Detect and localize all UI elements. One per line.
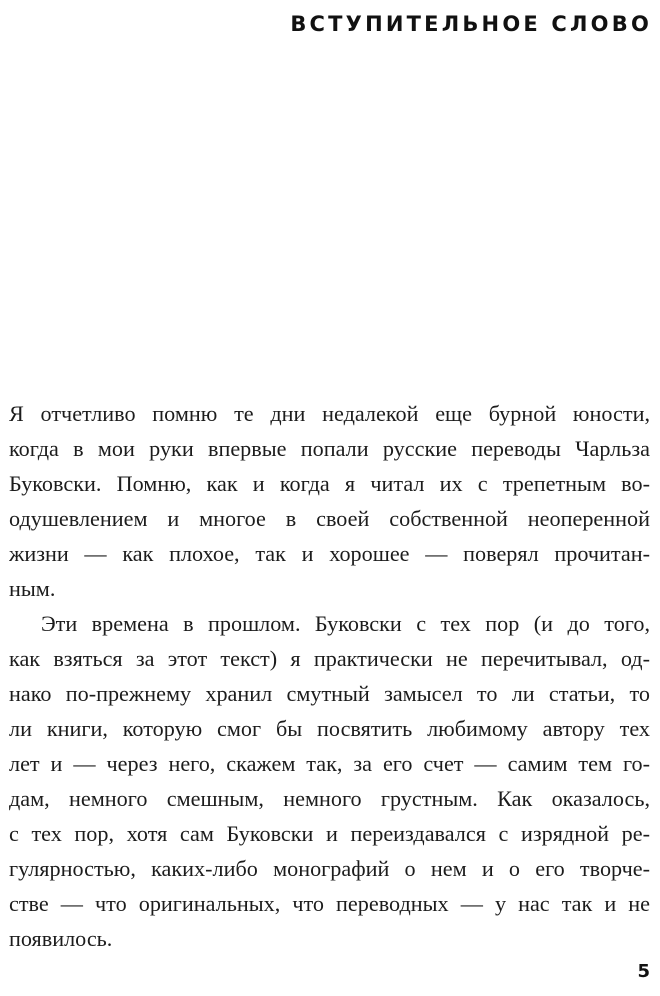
text-line: гулярностью, каких-либо монографий о нем и о его творче- <box>9 856 650 881</box>
text-line: нако по-прежнему хранил смутный замысел то ли статьи, то <box>9 681 650 706</box>
text-line: появилось. <box>9 926 113 951</box>
text-line: дам, немного смешным, немного грустным. Как оказалось, <box>9 786 650 811</box>
page-number: 5 <box>637 961 650 982</box>
text-line: Буковски. Помню, как и когда я читал их с трепетным во- <box>9 471 650 496</box>
text-line: Эти времена в прошлом. Буковски с тех пор (и до того, <box>41 611 650 636</box>
text-line: Я отчетливо помню те дни недалекой еще бурной юности, <box>9 401 650 426</box>
running-header: ВСТУПИТЕЛЬНОЕ СЛОВО <box>290 12 652 36</box>
text-line: одушевлением и многое в своей собственной неоперенной <box>9 506 650 531</box>
text-line: лет и — через него, скажем так, за его счет — самим тем го- <box>9 751 650 776</box>
body-text <box>9 396 650 956</box>
paragraph-1 <box>9 396 650 606</box>
text-line: ным. <box>9 576 56 601</box>
text-line: как взяться за этот текст) я практически не перечитывал, од- <box>9 646 650 671</box>
paragraph-2 <box>9 606 650 956</box>
text-line: жизни — как плохое, так и хорошее — поверял прочитан- <box>9 541 650 566</box>
text-line: с тех пор, хотя сам Буковски и переиздавался с изрядной ре- <box>9 821 650 846</box>
text-line: стве — что оригинальных, что переводных — у нас так и не <box>9 891 650 916</box>
text-line: ли книги, которую смог бы посвятить любимому автору тех <box>9 716 650 741</box>
text-line: когда в мои руки впервые попали русские переводы Чарльза <box>9 436 650 461</box>
